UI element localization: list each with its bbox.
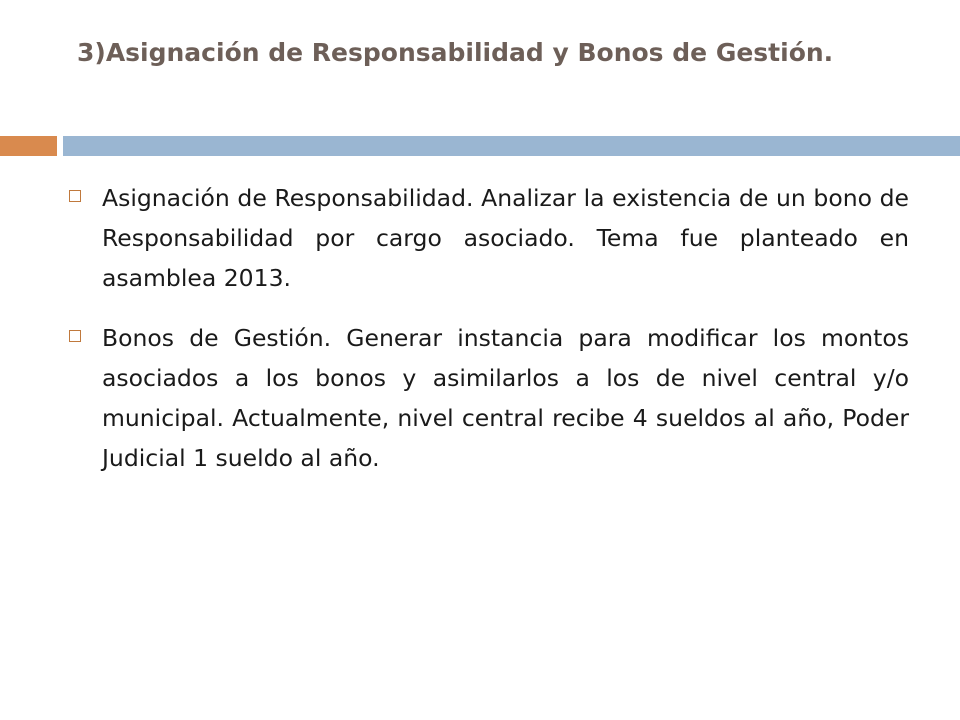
bullet-list bbox=[69, 178, 909, 498]
bullet-text: Asignación de Responsabilidad. Analizar la existencia de un bono de Responsabilidad por cargo asociado. Tema fue planteado en asamblea 2013. bbox=[102, 184, 909, 292]
title-accent-bar-blue bbox=[63, 136, 960, 156]
bullet-item bbox=[69, 318, 909, 478]
bullet-item bbox=[69, 178, 909, 298]
bullet-text: Bonos de Gestión. Generar instancia para modificar los montos asociados a los bonos y asimilarlos a los de nivel central y/o municipal. Actualmente, nivel central recibe 4 sueldos al año, Poder Judicial 1 sueldo al año. bbox=[102, 324, 909, 472]
hollow-square-icon bbox=[69, 330, 81, 342]
slide-title: 3)Asignación de Responsabilidad y Bonos de Gestión. bbox=[77, 38, 834, 67]
title-accent-bar-orange bbox=[0, 136, 57, 156]
hollow-square-icon bbox=[69, 190, 81, 202]
